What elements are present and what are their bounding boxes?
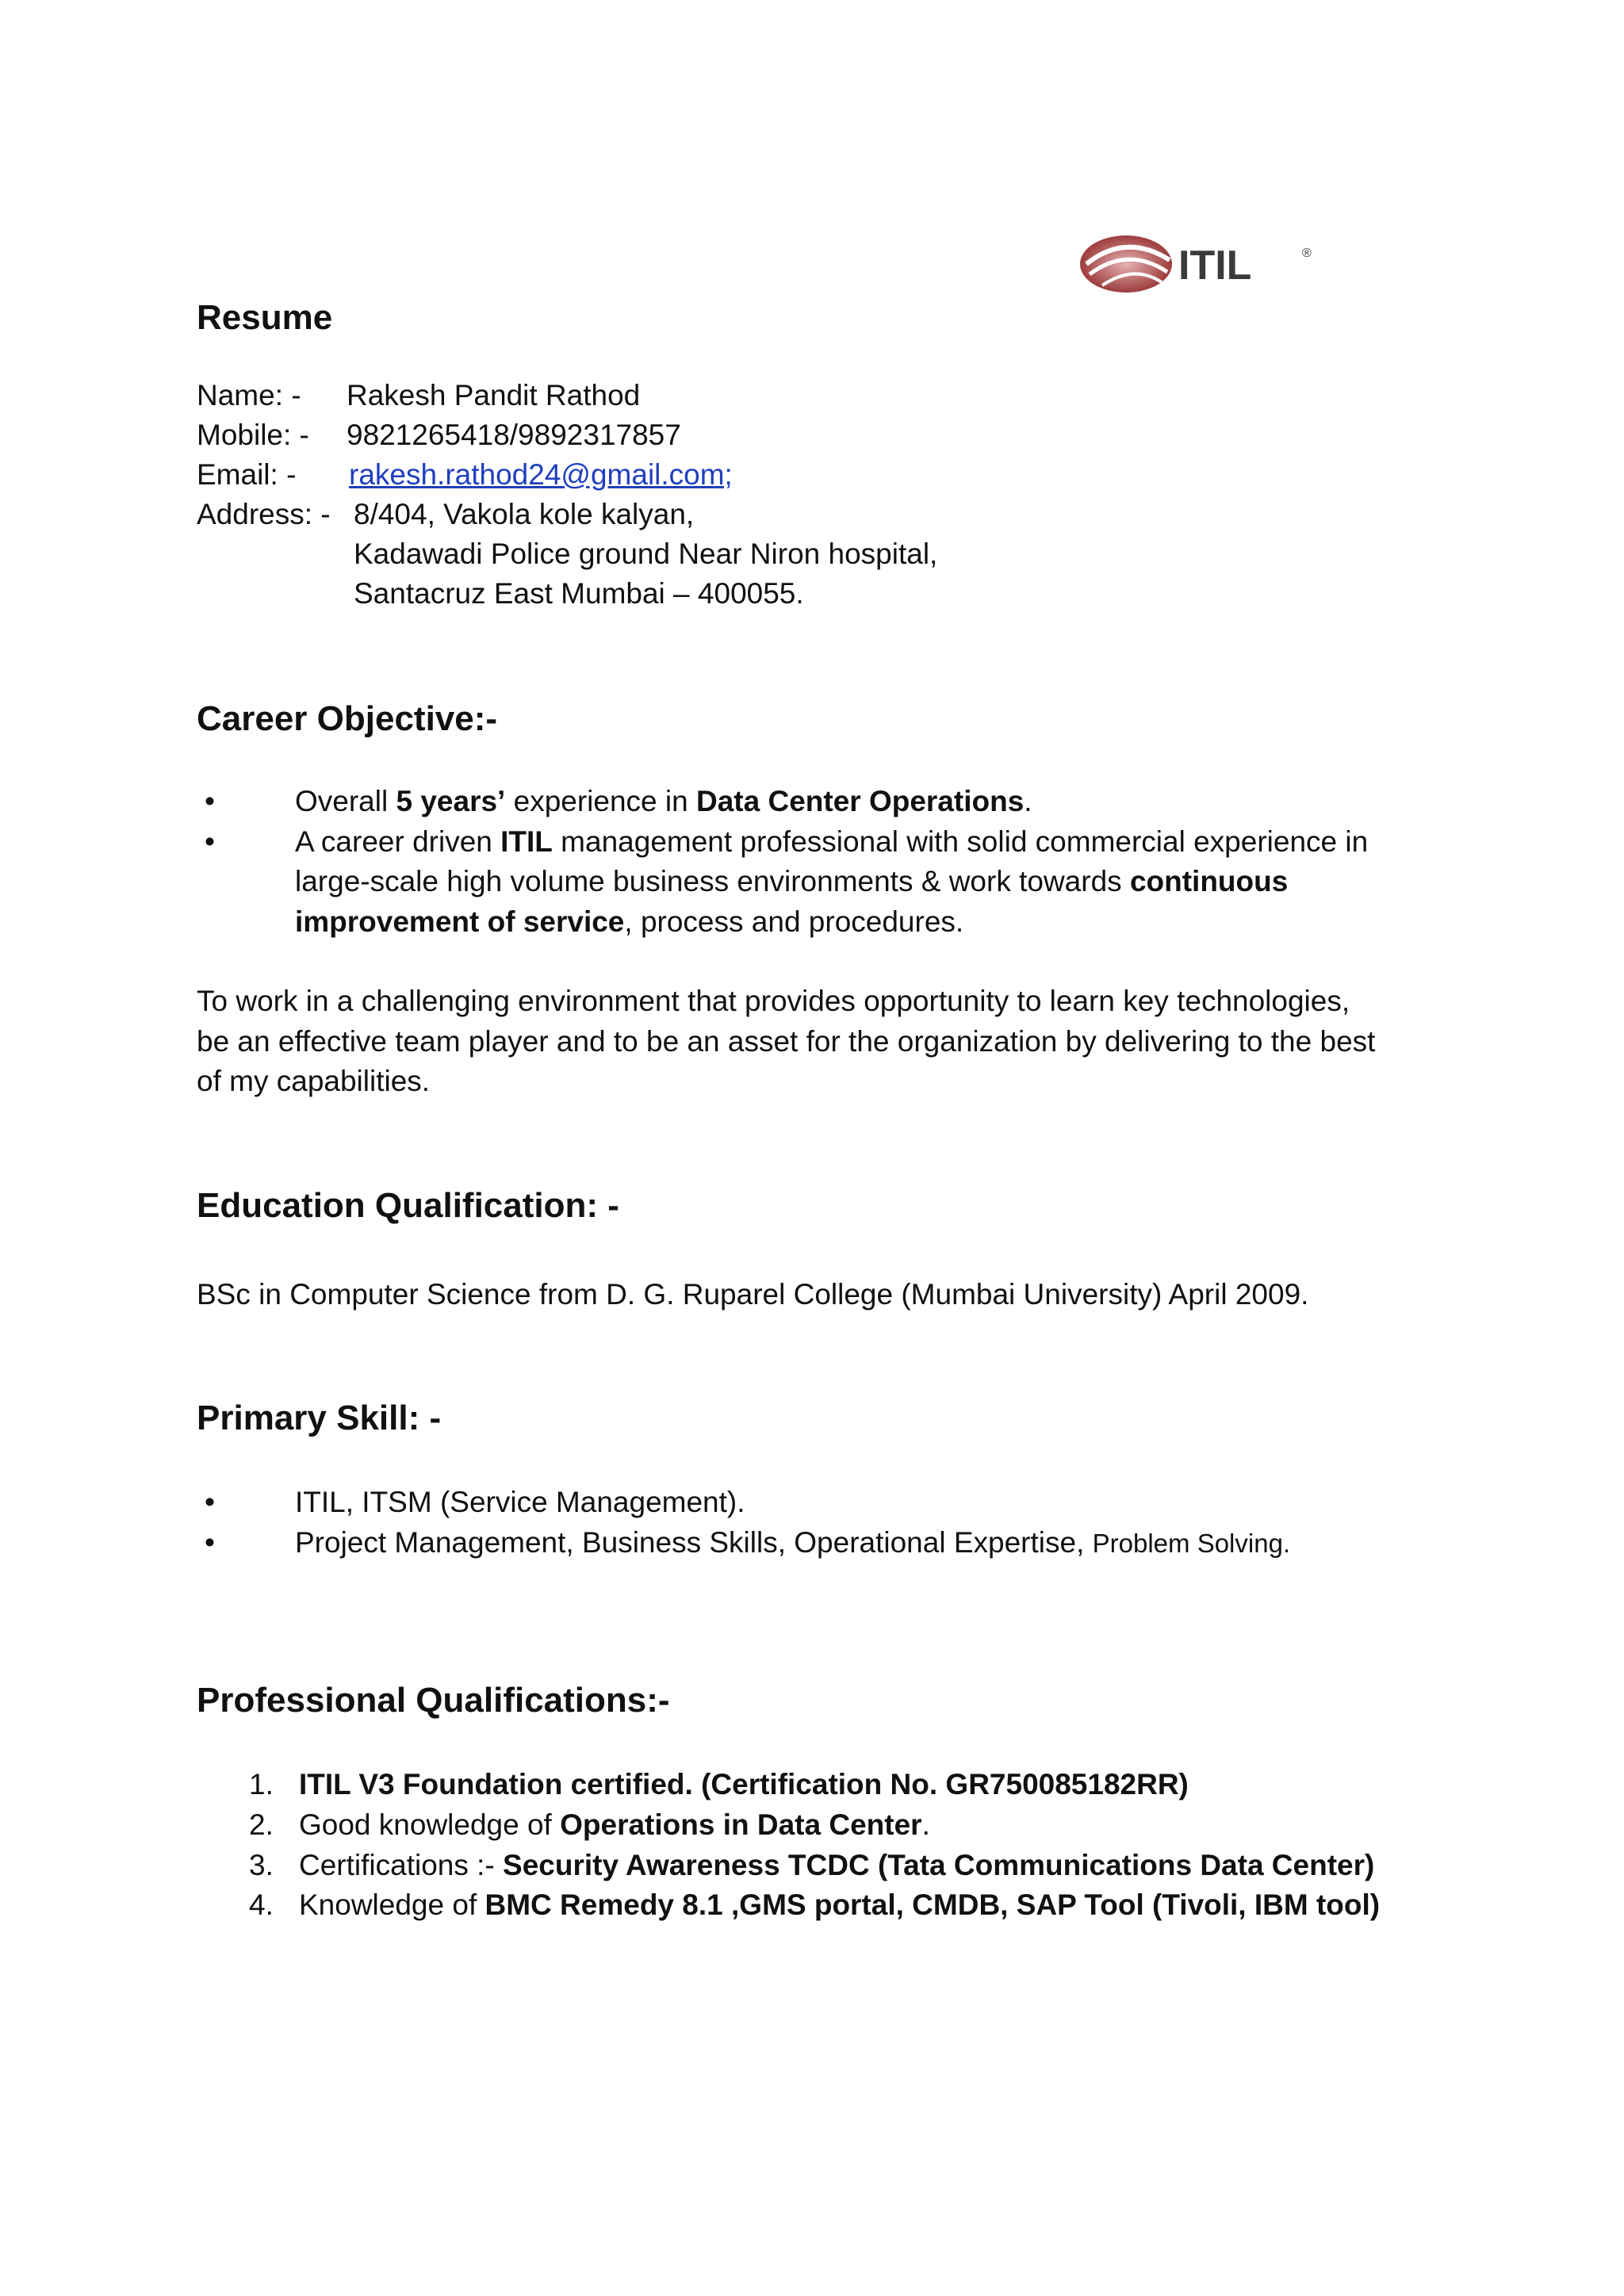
- objective-paragraph-line: of my capabilities.: [197, 1065, 431, 1097]
- text-run: .: [1024, 785, 1032, 817]
- skill-item: ITIL, ITSM (Service Management).: [295, 1486, 745, 1518]
- career-objective-heading: Career Objective:-: [197, 699, 498, 738]
- text-run: .: [921, 1808, 930, 1841]
- bullet-icon: •: [205, 1526, 215, 1559]
- bullet-icon: •: [205, 1486, 215, 1518]
- text-run: Knowledge of: [299, 1888, 485, 1921]
- bold-run: Operations in Data Center: [560, 1808, 922, 1841]
- text-run: Certifications :-: [299, 1849, 504, 1881]
- text-run: A career driven: [295, 825, 501, 858]
- education-text: BSc in Computer Science from D. G. Ruparel College (Mumbai University) April 2009.: [197, 1278, 1309, 1311]
- logo-mark: ®: [1302, 247, 1312, 260]
- career-bullet-2-line-2: [295, 865, 1288, 898]
- email-label: Email: -: [197, 458, 297, 491]
- career-bullet-1: [295, 785, 1032, 818]
- list-number: 2.: [249, 1808, 274, 1841]
- bold-run: Data Center Operations: [696, 785, 1025, 817]
- qualification-item: [299, 1808, 930, 1842]
- objective-paragraph-line: be an effective team player and to be an asset for the organization by delivering to the best: [197, 1025, 1376, 1058]
- text-run: Overall: [295, 785, 396, 817]
- logo-text: ITIL: [1178, 243, 1252, 289]
- resume-title: Resume: [197, 298, 333, 337]
- email-link[interactable]: rakesh.rathod24@gmail.com;: [349, 458, 733, 491]
- name-value: Rakesh Pandit Rathod: [347, 379, 641, 411]
- itil-logo: [1078, 228, 1316, 307]
- education-heading: Education Qualification: -: [197, 1186, 619, 1225]
- text-run: Good knowledge of: [299, 1808, 561, 1841]
- itil-swirl-icon: [1078, 228, 1316, 300]
- address-line: Kadawadi Police ground Near Niron hospital,: [354, 538, 938, 570]
- text-run: experience in: [505, 785, 696, 817]
- objective-paragraph-line: To work in a challenging environment that provides opportunity to learn key technologies,: [197, 985, 1350, 1017]
- bold-run: continuous: [1129, 865, 1289, 897]
- bold-run: ITIL: [500, 825, 553, 858]
- list-number: 1.: [249, 1768, 274, 1800]
- bold-run: BMC Remedy 8.1 ,GMS portal, CMDB, SAP Tool (Tivoli, IBM tool): [485, 1888, 1381, 1921]
- career-bullet-2-line-3: [295, 905, 963, 939]
- bold-run: improvement of service: [295, 905, 625, 938]
- address-label: Address: -: [197, 498, 331, 530]
- address-line: Santacruz East Mumbai – 400055.: [354, 577, 804, 610]
- bullet-icon: •: [205, 785, 215, 817]
- qualification-item: [299, 1888, 1380, 1922]
- mobile-value: 9821265418/9892317857: [347, 419, 681, 451]
- list-number: 3.: [249, 1849, 274, 1881]
- bold-run: 5 years’: [396, 785, 506, 817]
- address-line: 8/404, Vakola kole kalyan,: [354, 498, 695, 530]
- primary-skill-heading: Primary Skill: -: [197, 1399, 442, 1437]
- career-bullet-2-line-1: [295, 825, 1368, 859]
- name-label: Name: -: [197, 379, 301, 411]
- text-run: Problem Solving.: [1092, 1529, 1291, 1558]
- text-run: large-scale high volume business environments & work towards: [295, 865, 1130, 897]
- bold-run: ITIL V3 Foundation certified. (Certification No. GR750085182RR): [299, 1768, 1189, 1800]
- bold-run: Security Awareness TCDC (Tata Communications Data Center): [503, 1849, 1375, 1881]
- text-run: , process and procedures.: [624, 905, 964, 938]
- list-number: 4.: [249, 1888, 274, 1921]
- qualification-item: [299, 1768, 1189, 1801]
- professional-heading: Professional Qualifications:-: [197, 1681, 670, 1720]
- bullet-icon: •: [205, 825, 215, 858]
- skill-item: [295, 1526, 1290, 1559]
- qualification-item: [299, 1849, 1374, 1882]
- mobile-label: Mobile: -: [197, 419, 309, 451]
- text-run: management professional with solid commercial experience in: [552, 825, 1369, 858]
- text-run: Project Management, Business Skills, Operational Expertise,: [295, 1526, 1093, 1559]
